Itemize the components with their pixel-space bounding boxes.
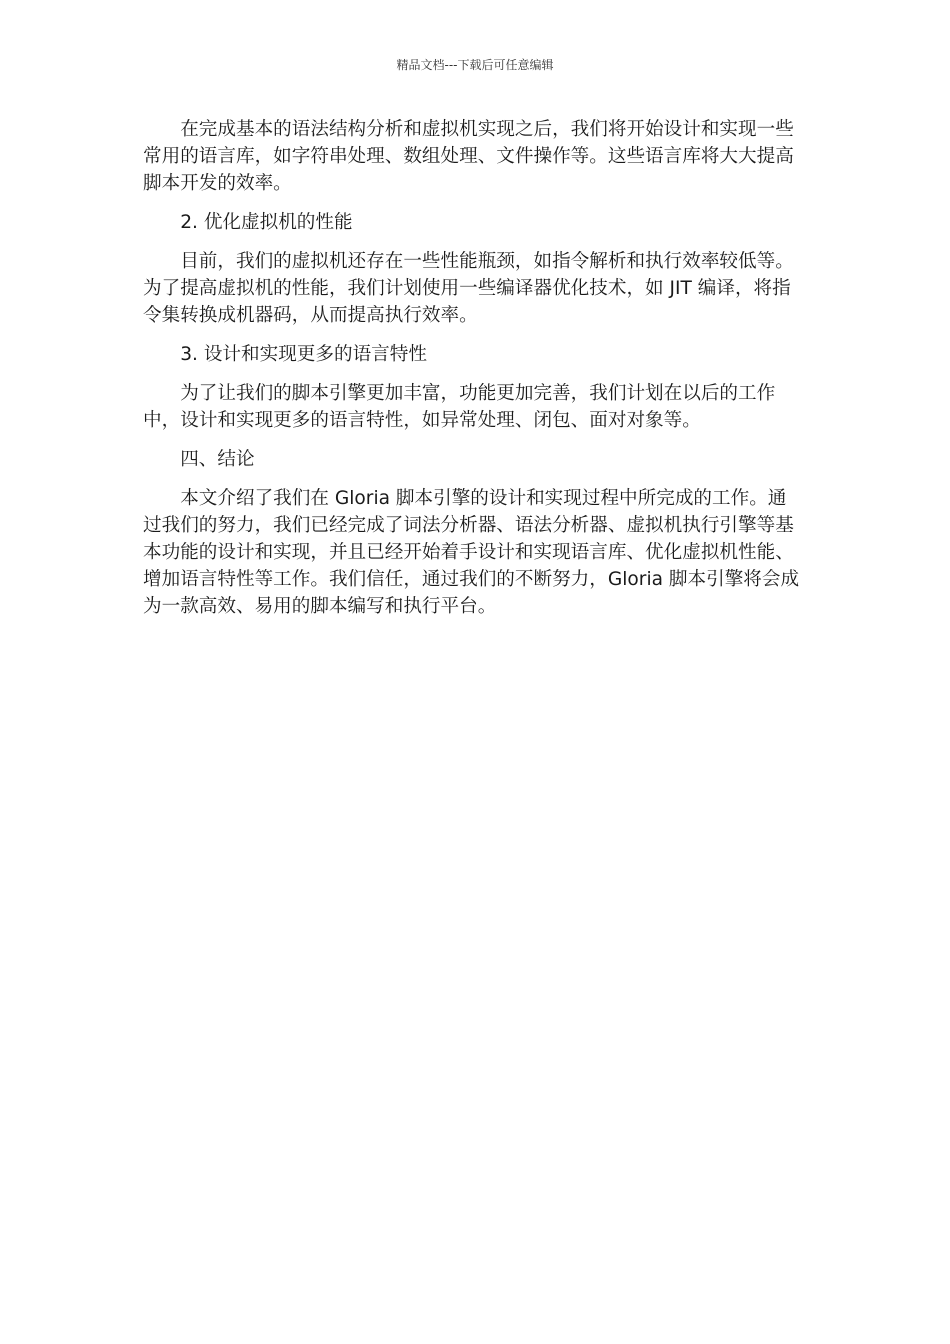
page-header: 精品文档---下载后可任意编辑 — [396, 58, 554, 72]
paragraph-language-features: 为了让我们的脚本引擎更加丰富，功能更加完善，我们计划在以后的工作中，设计和实现更多的语言特性，如异常处理、闭包、面对对象等。 — [143, 383, 776, 431]
paragraph-conclusion: 本文介绍了我们在 Gloria 脚本引擎的设计和实现过程中所完成的工作。通过我们的努力，我们已经完成了词法分析器、语法分析器、虚拟机执行引擎等基本功能的设计和实现，并且已经开始着手设计和实现语言库、优化虚拟机性能、增加语言特性等工作。我们信任，通过我们的不断努力，Gloria 脚本引擎将会成为一款高效、易用的脚本编写和执行平台。 — [143, 488, 800, 617]
paragraph-vm-performance: 目前，我们的虚拟机还存在一些性能瓶颈，如指令解析和执行效率较低等。为了提高虚拟机的性能，我们计划使用一些编译器优化技术，如 JIT 编译，将指令集转换成机器码，从而提高执行效率。 — [143, 251, 794, 326]
paragraph-language-library: 在完成基本的语法结构分析和虚拟机实现之后，我们将开始设计和实现一些常用的语言库，如字符串处理、数组处理、文件操作等。这些语言库将大大提高脚本开发的效率。 — [143, 119, 794, 194]
document-body — [143, 116, 803, 632]
section-heading-language-features: 3. 设计和实现更多的语言特性 — [180, 344, 427, 365]
section-heading-conclusion: 四、结论 — [180, 449, 255, 470]
section-heading-optimize-vm: 2. 优化虚拟机的性能 — [180, 212, 353, 233]
